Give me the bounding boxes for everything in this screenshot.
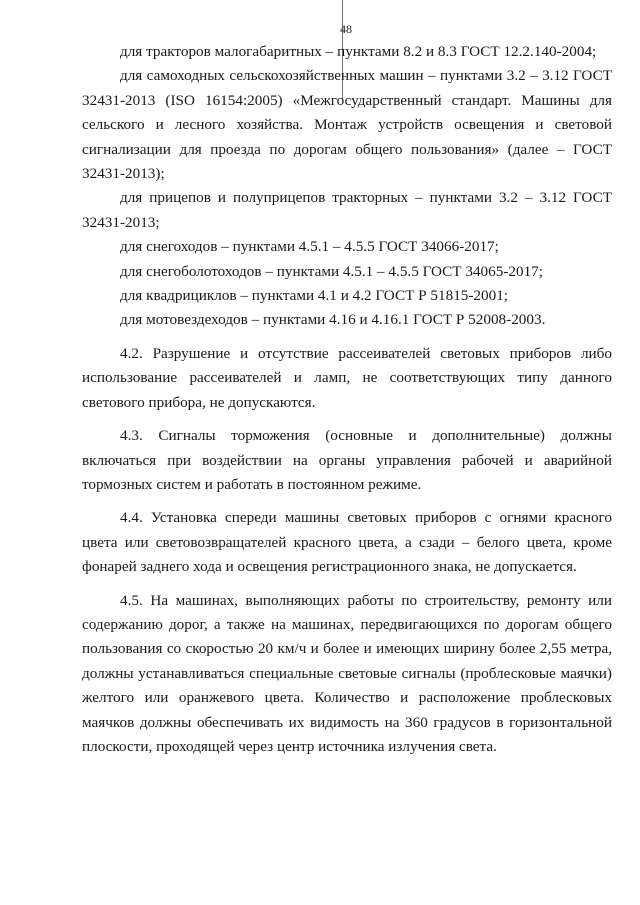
list-item-snowmobiles: для снегоходов – пунктами 4.5.1 – 4.5.5 ГОСТ 34066-2017; bbox=[120, 238, 499, 256]
page-number: 48 bbox=[340, 22, 352, 36]
list-item-self-propelled-machines: для самоходных сельскохозяйственных машин – пунктами 3.2 – 3.12 ГОСТ 32431-2013 (ISO 16154:2005) «Межгосударственный стандарт. Машины для сельского и лесного хозяйства. Монтаж устройств освещения и световой сигнализации для проезда по дорогам общего пользования» (далее – ГОСТ 32431-2013); bbox=[82, 67, 612, 183]
clause-4-3: 4.3. Сигналы торможения (основные и дополнительные) должны включаться при воздействии на органы управления рабочей и аварийной тормозных систем и работать в постоянном режиме. bbox=[82, 427, 612, 493]
clause-4-4: 4.4. Установка спереди машины световых приборов с огнями красного цвета или световозвращателей красного цвета, а сзади – белого цвета, кроме фонарей заднего хода и освещения регистрационного знака, не допускается. bbox=[82, 509, 612, 576]
list-item-quadricycles: для квадрициклов – пунктами 4.1 и 4.2 ГОСТ Р 51815-2001; bbox=[120, 287, 509, 305]
clause-4-5: 4.5. На машинах, выполняющих работы по строительству, ремонту или содержанию дорог, а также на машинах, передвигающихся по дорогам общего пользования со скоростью 20 км/ч и более и имеющих ширину более 2,55 метра, должны устанавливаться специальные световые сигналы (проблесковые маячки) желтого или оранжевого цвета. Количество и расположение проблесковых маячков должны обеспечивать их видимость на 360 градусов в горизонтальной плоскости, проходящей через центр источника излучения света. bbox=[82, 591, 612, 755]
list-item-small-tractors: для тракторов малогабаритных – пунктами 8.2 и 8.3 ГОСТ 12.2.140-2004; bbox=[120, 43, 597, 60]
list-item-atvs: для мотовездеходов – пунктами 4.16 и 4.16.1 ГОСТ Р 52008-2003. bbox=[120, 311, 546, 329]
clause-4-2: 4.2. Разрушение и отсутствие рассеивателей световых приборов либо использование рассеивателей и ламп, не соответствующих типу данного светового прибора, не допускаются. bbox=[82, 344, 612, 411]
list-item-trailers: для прицепов и полуприцепов тракторных – пунктами 3.2 – 3.12 ГОСТ 32431-2013; bbox=[82, 189, 612, 231]
document-body bbox=[82, 40, 612, 759]
list-item-swamp-vehicles: для снегоболотоходов – пунктами 4.5.1 – 4.5.5 ГОСТ 34065-2017; bbox=[120, 262, 543, 280]
